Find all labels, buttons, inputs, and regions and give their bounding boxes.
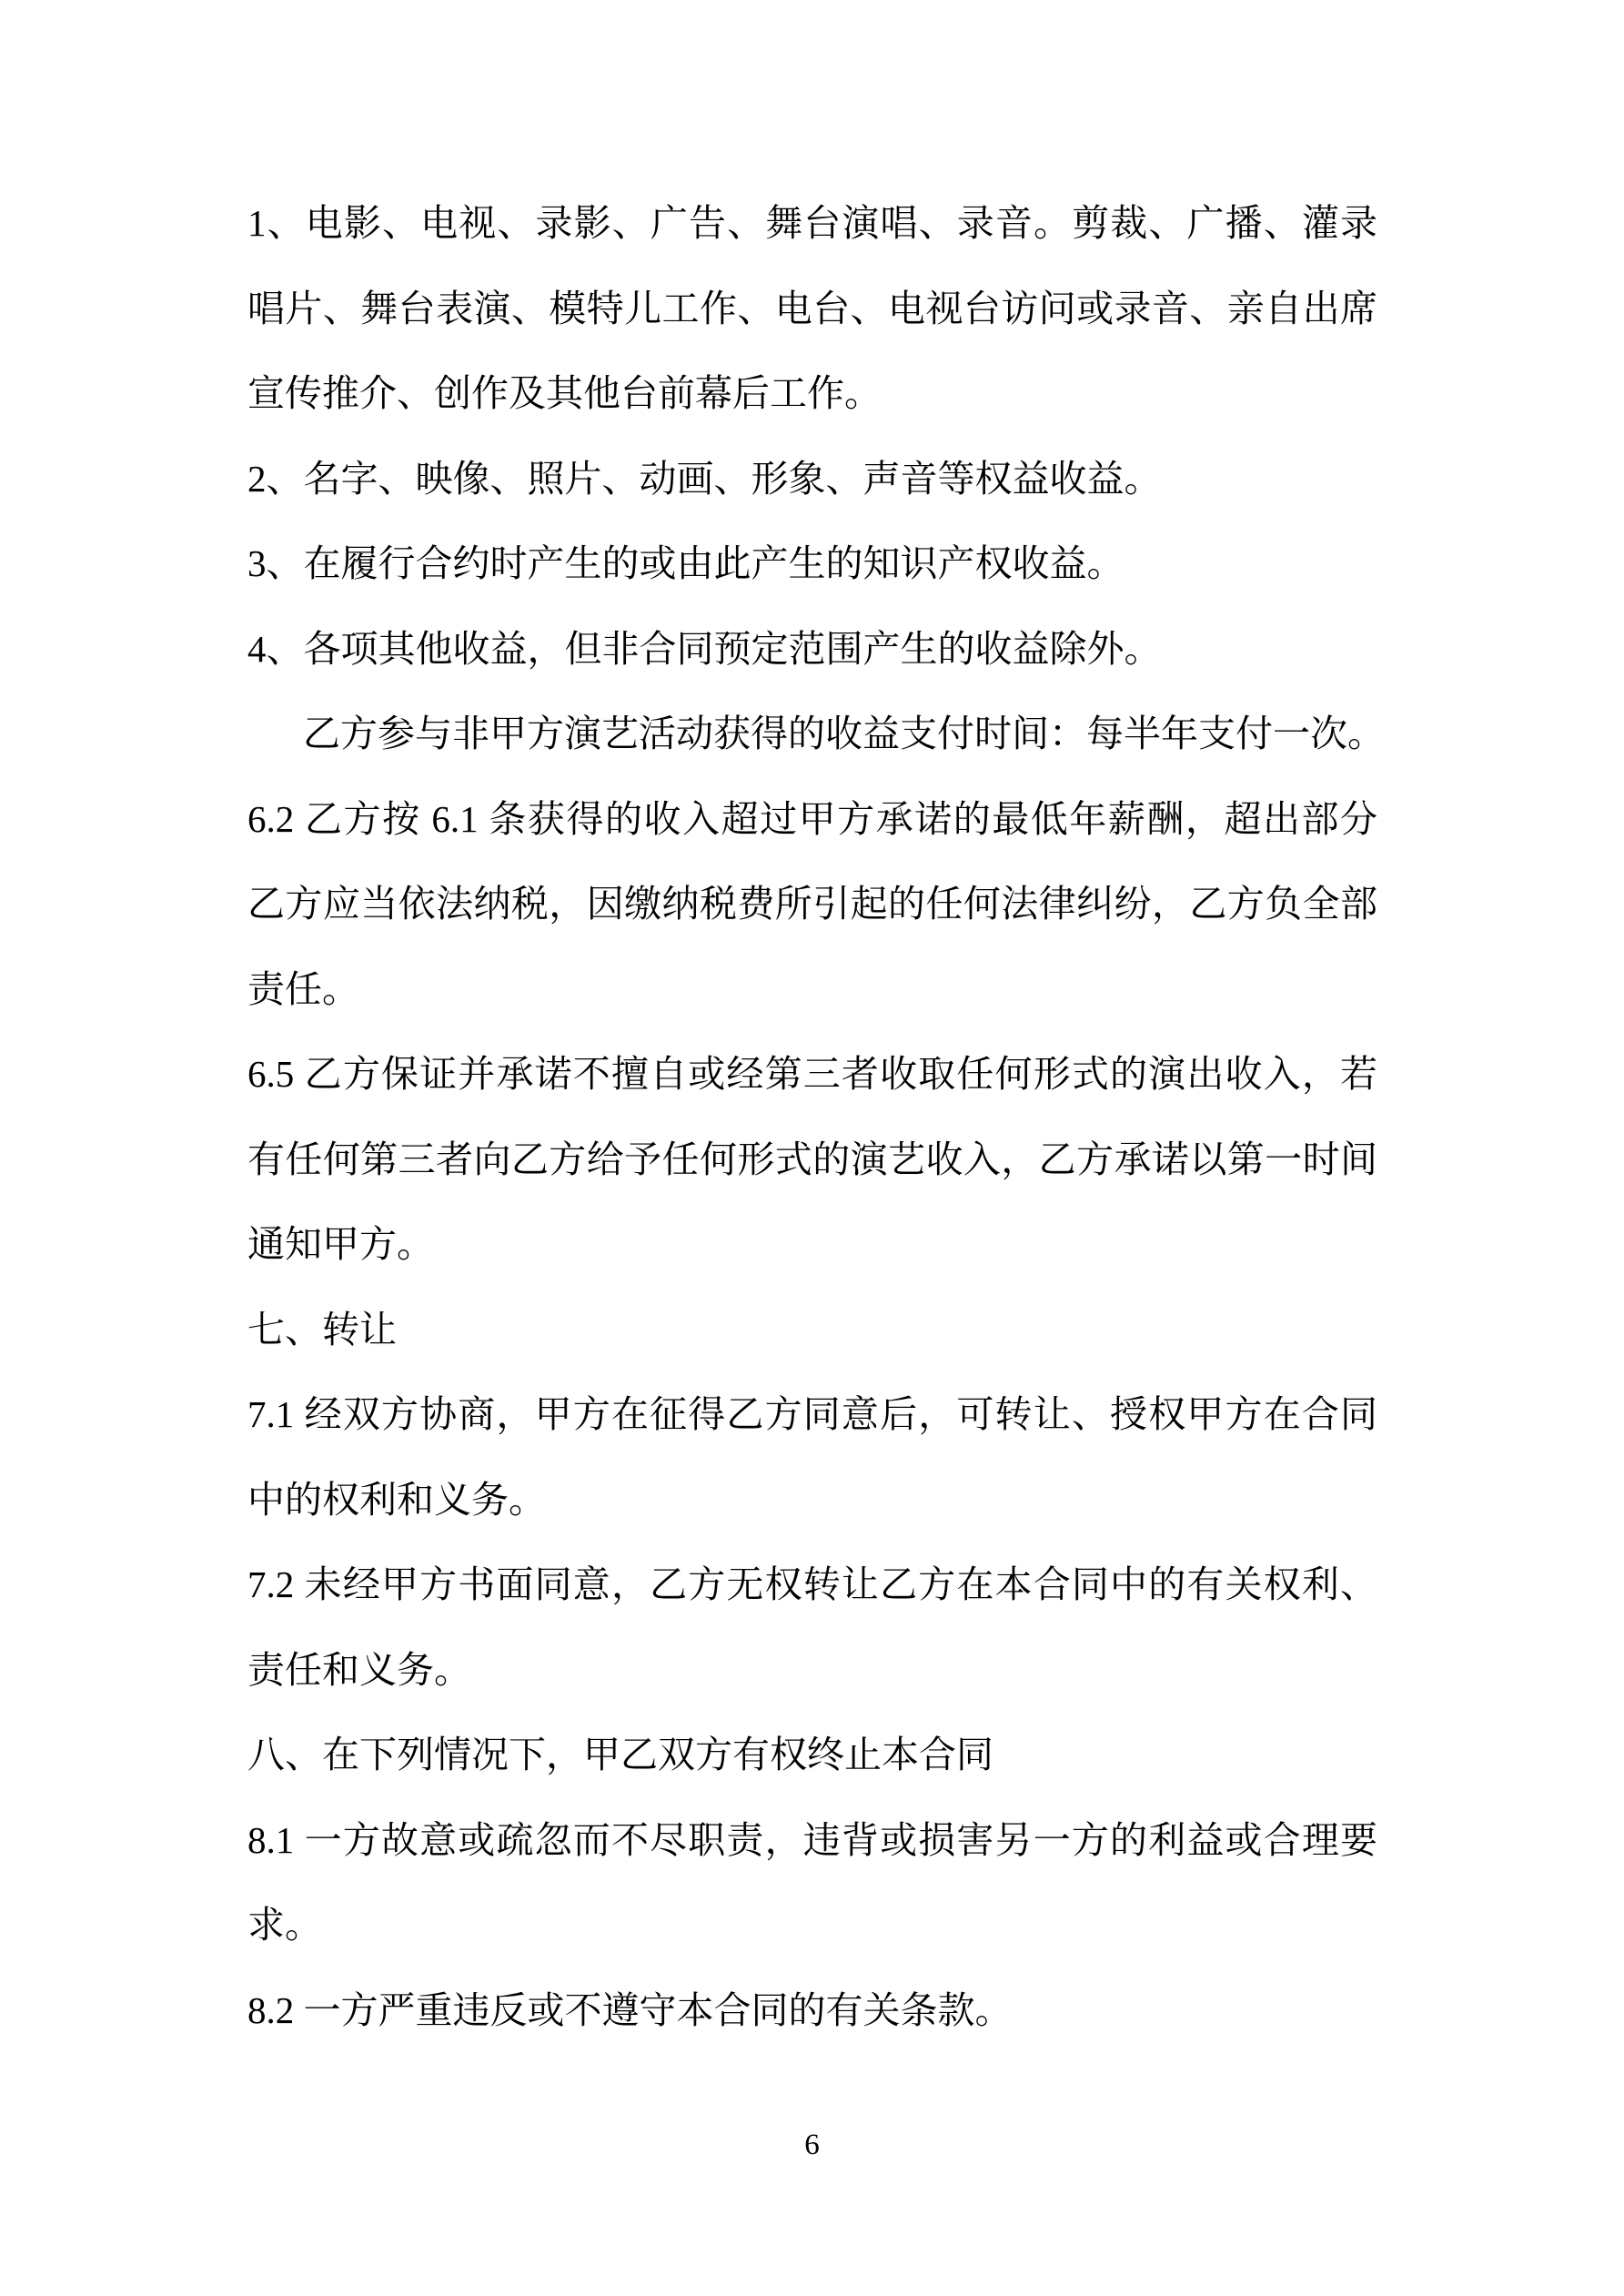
text-line: 1、电影、电视、录影、广告、舞台演唱、录音。剪裁、广播、灌录: [247, 202, 1377, 244]
page-number: 6: [804, 2129, 820, 2161]
text-line: 宣传推介、创作及其他台前幕后工作。: [247, 372, 882, 414]
text-line: 中的权利和义务。: [247, 1478, 546, 1521]
text-line: 7.1 经双方协商，甲方在征得乙方同意后，可转让、授权甲方在合同: [247, 1393, 1377, 1435]
text-line: 有任何第三者向乙方给予任何形式的演艺收入，乙方承诺以第一时间: [247, 1138, 1377, 1180]
text-line: 3、在履行合约时产生的或由此产生的知识产权收益。: [247, 542, 1125, 584]
text-line: 8.1 一方故意或疏忽而不尽职责，违背或损害另一方的利益或合理要: [247, 1818, 1377, 1861]
document-body: [247, 181, 1385, 2053]
text-line: 6.2 乙方按 6.1 条获得的收入超过甲方承诺的最低年薪酬，超出部分: [247, 797, 1377, 840]
text-line: 七、转让: [247, 1308, 397, 1350]
text-line: 7.2 未经甲方书面同意，乙方无权转让乙方在本合同中的有关权利、: [247, 1563, 1377, 1605]
text-line: 2、名字、映像、照片、动画、形象、声音等权益收益。: [247, 457, 1162, 500]
text-line: 6.5 乙方保证并承诺不擅自或经第三者收取任何形式的演出收入，若: [247, 1053, 1377, 1095]
text-line: 乙方参与非甲方演艺活动获得的收益支付时间：每半年支付一次。: [303, 713, 1385, 754]
text-line: 八、在下列情况下，甲乙双方有权终止本合同: [247, 1734, 994, 1775]
text-line: 8.2 一方严重违反或不遵守本合同的有关条款。: [247, 1988, 1013, 2031]
text-line: 责任。: [247, 967, 359, 1010]
text-line: 求。: [247, 1904, 322, 1946]
text-line: 责任和义务。: [247, 1648, 471, 1691]
text-line: 通知甲方。: [247, 1223, 434, 1265]
text-line: 4、各项其他收益，但非合同预定范围产生的收益除外。: [247, 627, 1162, 670]
text-line: 乙方应当依法纳税，因缴纳税费所引起的任何法律纠纷，乙方负全部: [247, 883, 1377, 925]
text-line: 唱片、舞台表演、模特儿工作、电台、电视台访问或录音、亲自出席: [247, 287, 1377, 329]
